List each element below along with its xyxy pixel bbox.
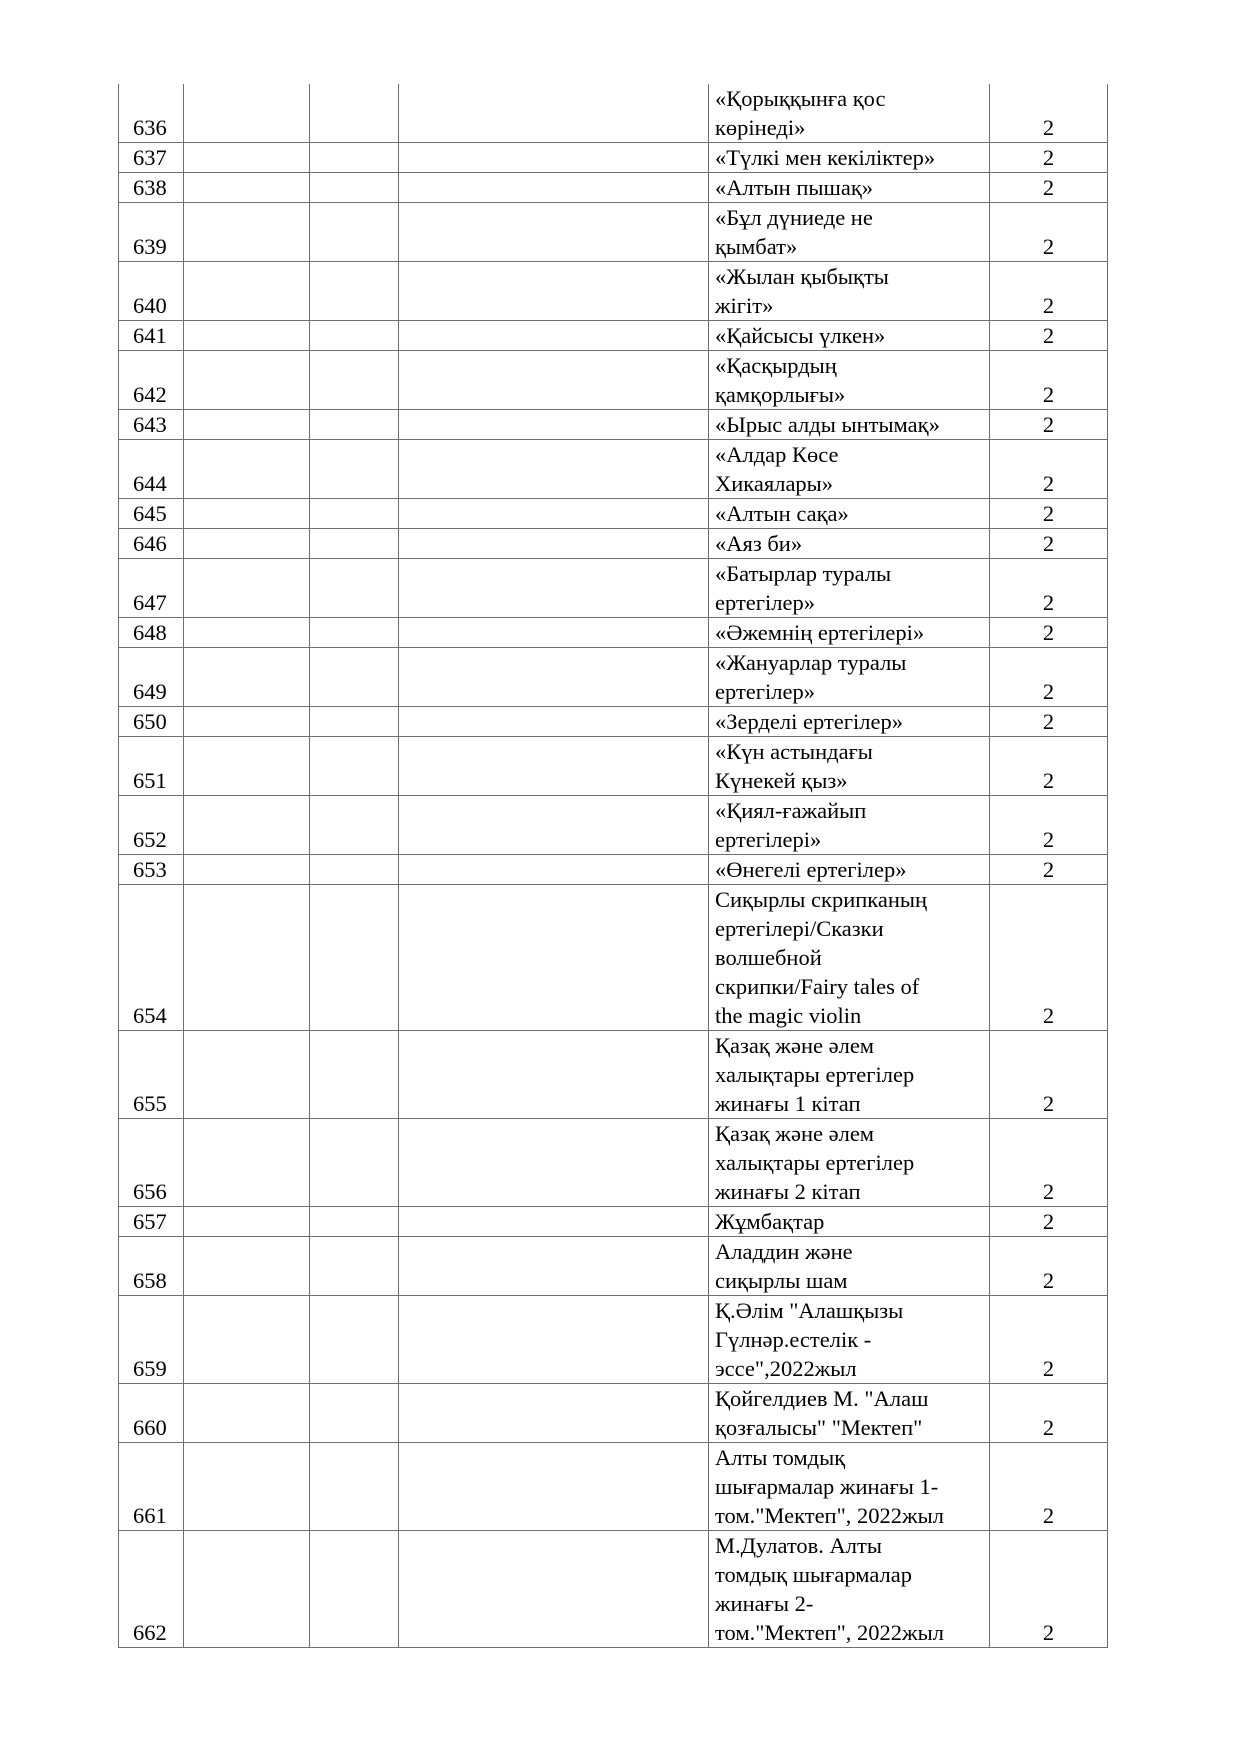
book-title-cell: «Аяз би» [709, 529, 990, 559]
row-number-cell: 650 [119, 707, 184, 737]
row-number-cell: 643 [119, 410, 184, 440]
book-title-cell: «Алдар Көсе Хикаялары» [709, 440, 990, 499]
empty-cell [184, 1119, 310, 1207]
quantity-cell: 2 [990, 173, 1108, 203]
empty-cell [399, 885, 709, 1031]
empty-cell [184, 648, 310, 707]
row-number-cell: 654 [119, 885, 184, 1031]
table-row [119, 618, 1108, 648]
row-number-cell: 653 [119, 855, 184, 885]
empty-cell [184, 440, 310, 499]
empty-cell [184, 1207, 310, 1237]
table-row [119, 796, 1108, 855]
empty-cell [310, 885, 399, 1031]
empty-cell [399, 203, 709, 262]
empty-cell [399, 1443, 709, 1531]
quantity-cell: 2 [990, 618, 1108, 648]
row-number-cell: 638 [119, 173, 184, 203]
book-list-table [118, 84, 1108, 1648]
empty-cell [184, 1531, 310, 1648]
book-title-cell: «Қиял-ғажайып ертегілері» [709, 796, 990, 855]
empty-cell [399, 1237, 709, 1296]
table-row [119, 1443, 1108, 1531]
empty-cell [184, 203, 310, 262]
table-row [119, 1119, 1108, 1207]
quantity-cell: 2 [990, 1207, 1108, 1237]
empty-cell [399, 618, 709, 648]
empty-cell [310, 499, 399, 529]
empty-cell [399, 1296, 709, 1384]
empty-cell [184, 559, 310, 618]
book-title-cell: «Бұл дүниеде не қымбат» [709, 203, 990, 262]
book-title-cell: Алты томдық шығармалар жинағы 1- том."Мектеп", 2022жыл [709, 1443, 990, 1531]
table-row [119, 1031, 1108, 1119]
row-number-cell: 646 [119, 529, 184, 559]
quantity-cell: 2 [990, 143, 1108, 173]
book-title-cell: «Күн астындағы Күнекей қыз» [709, 737, 990, 796]
row-number-cell: 652 [119, 796, 184, 855]
empty-cell [399, 1207, 709, 1237]
empty-cell [399, 262, 709, 321]
book-title-cell: М.Дулатов. Алты томдық шығармалар жинағы 2- том."Мектеп", 2022жыл [709, 1531, 990, 1648]
empty-cell [310, 1237, 399, 1296]
book-title-cell: «Қорыққынға қос көрінеді» [709, 84, 990, 143]
table-row [119, 737, 1108, 796]
row-number-cell: 661 [119, 1443, 184, 1531]
table-row [119, 707, 1108, 737]
quantity-cell: 2 [990, 796, 1108, 855]
empty-cell [184, 143, 310, 173]
quantity-cell: 2 [990, 1119, 1108, 1207]
empty-cell [184, 410, 310, 440]
table-row [119, 410, 1108, 440]
empty-cell [310, 173, 399, 203]
quantity-cell: 2 [990, 84, 1108, 143]
table-row [119, 499, 1108, 529]
empty-cell [310, 143, 399, 173]
empty-cell [399, 499, 709, 529]
quantity-cell: 2 [990, 1531, 1108, 1648]
row-number-cell: 647 [119, 559, 184, 618]
book-title-cell: «Зерделі ертегілер» [709, 707, 990, 737]
empty-cell [399, 143, 709, 173]
empty-cell [399, 796, 709, 855]
table-row [119, 203, 1108, 262]
book-title-cell: «Өнегелі ертегілер» [709, 855, 990, 885]
row-number-cell: 656 [119, 1119, 184, 1207]
row-number-cell: 645 [119, 499, 184, 529]
empty-cell [184, 1443, 310, 1531]
empty-cell [310, 410, 399, 440]
quantity-cell: 2 [990, 707, 1108, 737]
book-title-cell: «Қайсысы үлкен» [709, 321, 990, 351]
empty-cell [184, 737, 310, 796]
empty-cell [310, 618, 399, 648]
empty-cell [399, 410, 709, 440]
row-number-cell: 649 [119, 648, 184, 707]
quantity-cell: 2 [990, 262, 1108, 321]
quantity-cell: 2 [990, 440, 1108, 499]
empty-cell [310, 737, 399, 796]
empty-cell [184, 351, 310, 410]
empty-cell [399, 648, 709, 707]
book-title-cell: Қазақ және әлем халықтары ертегілер жинағы 1 кітап [709, 1031, 990, 1119]
quantity-cell: 2 [990, 203, 1108, 262]
row-number-cell: 648 [119, 618, 184, 648]
empty-cell [399, 1384, 709, 1443]
empty-cell [310, 707, 399, 737]
empty-cell [184, 84, 310, 143]
quantity-cell: 2 [990, 351, 1108, 410]
quantity-cell: 2 [990, 737, 1108, 796]
empty-cell [399, 1119, 709, 1207]
empty-cell [310, 351, 399, 410]
empty-cell [310, 855, 399, 885]
empty-cell [399, 1031, 709, 1119]
row-number-cell: 651 [119, 737, 184, 796]
book-title-cell: «Батырлар туралы ертегілер» [709, 559, 990, 618]
book-title-cell: «Қасқырдың қамқорлығы» [709, 351, 990, 410]
quantity-cell: 2 [990, 499, 1108, 529]
table-row [119, 321, 1108, 351]
table-row [119, 262, 1108, 321]
empty-cell [399, 707, 709, 737]
empty-cell [399, 737, 709, 796]
empty-cell [310, 440, 399, 499]
quantity-cell: 2 [990, 855, 1108, 885]
book-title-cell: «Жылан қыбықты жігіт» [709, 262, 990, 321]
empty-cell [310, 321, 399, 351]
table-row [119, 84, 1108, 143]
table-row [119, 648, 1108, 707]
table-row [119, 885, 1108, 1031]
empty-cell [184, 885, 310, 1031]
row-number-cell: 640 [119, 262, 184, 321]
table-row [119, 173, 1108, 203]
book-title-cell: Қ.Әлім "Алашқызы Гүлнәр.естелік - эссе",2022жыл [709, 1296, 990, 1384]
table-row [119, 1384, 1108, 1443]
empty-cell [399, 855, 709, 885]
table-row [119, 1207, 1108, 1237]
empty-cell [184, 796, 310, 855]
empty-cell [184, 262, 310, 321]
quantity-cell: 2 [990, 321, 1108, 351]
empty-cell [310, 1296, 399, 1384]
empty-cell [310, 1384, 399, 1443]
quantity-cell: 2 [990, 1296, 1108, 1384]
empty-cell [310, 529, 399, 559]
row-number-cell: 660 [119, 1384, 184, 1443]
empty-cell [310, 1531, 399, 1648]
row-number-cell: 642 [119, 351, 184, 410]
table-row [119, 143, 1108, 173]
book-title-cell: Қазақ және әлем халықтары ертегілер жинағы 2 кітап [709, 1119, 990, 1207]
empty-cell [184, 1237, 310, 1296]
empty-cell [399, 1531, 709, 1648]
empty-cell [184, 499, 310, 529]
book-title-cell: Аладдин және сиқырлы шам [709, 1237, 990, 1296]
empty-cell [310, 559, 399, 618]
empty-cell [399, 529, 709, 559]
empty-cell [310, 203, 399, 262]
empty-cell [310, 796, 399, 855]
table-row [119, 440, 1108, 499]
empty-cell [184, 1384, 310, 1443]
empty-cell [310, 1443, 399, 1531]
quantity-cell: 2 [990, 648, 1108, 707]
book-title-cell: «Ырыс алды ынтымақ» [709, 410, 990, 440]
row-number-cell: 637 [119, 143, 184, 173]
quantity-cell: 2 [990, 410, 1108, 440]
empty-cell [399, 440, 709, 499]
empty-cell [184, 529, 310, 559]
empty-cell [399, 321, 709, 351]
quantity-cell: 2 [990, 1031, 1108, 1119]
empty-cell [399, 173, 709, 203]
empty-cell [184, 321, 310, 351]
book-title-cell: «Алтын сақа» [709, 499, 990, 529]
row-number-cell: 658 [119, 1237, 184, 1296]
row-number-cell: 655 [119, 1031, 184, 1119]
table-row [119, 529, 1108, 559]
book-title-cell: «Түлкі мен кекіліктер» [709, 143, 990, 173]
quantity-cell: 2 [990, 1237, 1108, 1296]
empty-cell [310, 1207, 399, 1237]
quantity-cell: 2 [990, 529, 1108, 559]
table-body [119, 84, 1108, 1648]
book-title-cell: Қойгелдиев М. "Алаш қозғалысы" "Мектеп" [709, 1384, 990, 1443]
table-row [119, 1531, 1108, 1648]
empty-cell [184, 707, 310, 737]
row-number-cell: 644 [119, 440, 184, 499]
empty-cell [310, 84, 399, 143]
table-row [119, 855, 1108, 885]
row-number-cell: 639 [119, 203, 184, 262]
empty-cell [310, 1031, 399, 1119]
row-number-cell: 662 [119, 1531, 184, 1648]
book-title-cell: Жұмбақтар [709, 1207, 990, 1237]
row-number-cell: 659 [119, 1296, 184, 1384]
book-title-cell: Сиқырлы скрипканың ертегілері/Сказки волшебной скрипки/Fairy tales of the magic violin [709, 885, 990, 1031]
table-row [119, 1237, 1108, 1296]
empty-cell [184, 1296, 310, 1384]
quantity-cell: 2 [990, 559, 1108, 618]
row-number-cell: 657 [119, 1207, 184, 1237]
table-row [119, 1296, 1108, 1384]
empty-cell [184, 618, 310, 648]
empty-cell [399, 559, 709, 618]
empty-cell [310, 648, 399, 707]
empty-cell [184, 1031, 310, 1119]
empty-cell [399, 351, 709, 410]
book-title-cell: «Алтын пышақ» [709, 173, 990, 203]
row-number-cell: 636 [119, 84, 184, 143]
quantity-cell: 2 [990, 885, 1108, 1031]
book-title-cell: «Әжемнің ертегілері» [709, 618, 990, 648]
row-number-cell: 641 [119, 321, 184, 351]
empty-cell [399, 84, 709, 143]
empty-cell [184, 855, 310, 885]
empty-cell [184, 173, 310, 203]
table-row [119, 351, 1108, 410]
empty-cell [310, 1119, 399, 1207]
empty-cell [310, 262, 399, 321]
quantity-cell: 2 [990, 1384, 1108, 1443]
quantity-cell: 2 [990, 1443, 1108, 1531]
table-row [119, 559, 1108, 618]
book-title-cell: «Жануарлар туралы ертегілер» [709, 648, 990, 707]
